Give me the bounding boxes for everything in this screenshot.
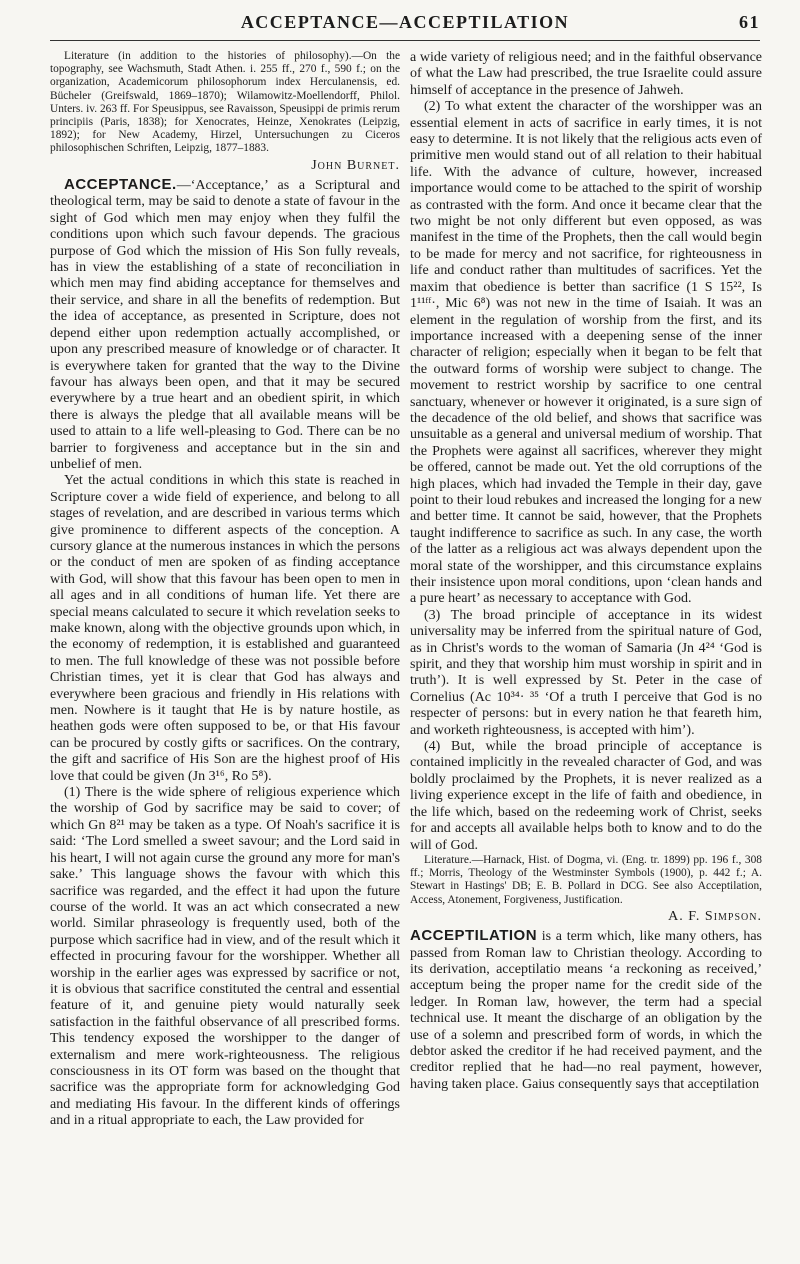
body-paragraph: (1) There is the wide sphere of religious experience which the worship of God by sacrifice may be said to cover; of which Gn 8²¹ may be taken as a type. Of Noah's sacrifice it is said: ‘The Lord smelled a sweet savour; and the Lord said in his heart, I will not again curse the ground any more for man's sake.’ This language shows the favour with which this sacrifice was regarded, and the effect it had upon the future course of the world. It was an act which consecrated a new world. Similar phraseology is frequently used, both of the purpose which sacrifice had in view, and of the result which it effected in procuring favour for the worshipper. Whether all worship in the earlier ages was expressed by sacrifice or not, it is obvious that sacrifice constituted the central and essential feature of it, and genuine piety would naturally seek satisfaction in the faithful observance of all prescribed forms. This tendency exposed the worshipper to the danger of externalism and mere work-righteousness. The religious consciousness in its OT form was based on the thought that sacrifice was the appropriate form for acknowledging God and mediating His favour. In the different kinds of offerings and in a ritual appropriate to each, the Law provided for	[50, 785, 400, 1129]
entry-headword: ACCEPTANCE.	[64, 176, 177, 194]
entry-text: —‘Acceptance,’ as a Scriptural and theological term, may be said to denote a state of favour in the sight of God which men may enjoy when they fulfil the conditions upon which such favour depends. The gracious purpose of God which the mission of His Son fully reveals, has in view the establishing of a state of reconciliation in which men may find abiding acceptance for themselves and their service, and share in all the benefits of redemption. But the idea of acceptance, as presented in Scripture, does not depend either upon redemption actually accomplished, or upon any prescribed measure of knowledge or of character. It is everywhere taken for granted that the way to the Divine favour has always been open, and that it may be secured everywhere by a true heart and an obedient spirit, in which there is always the pledge that all available means will be used to attain to a life well-pleasing to God. There can be no barrier to forgiveness and acceptance but in the sin and unbelief of men.	[50, 178, 400, 472]
author-signature: John Burnet.	[311, 157, 400, 173]
entry-acceptance-paragraph	[50, 177, 400, 473]
body-paragraph: (2) To what extent the character of the worshipper was an essential element in acts of sacrifice in early times, it is not easy to determine. It is not likely that the religious acts even of primitive men would stand out of all relation to their habitual life. With the advance of culture, however, increased importance would come to be attached to the spirit of worship as contrasted with the form. And once it became clear that the two might be not only different but even opposed, as was manifest in the time of the Prophets, then the call would begin to be made for mercy and not sacrifice, for righteousness in life and conduct rather than multitudes of sacrifices. Yet the maxim that obedience is better than sacrifice (1 S 15²², Is 1¹¹ᶠᶠ·, Mic 6⁸) was not new in the time of Isaiah. It was an element in the regulation of worship from the first, and its importance increased with a deepening sense of the inner character of religion; especially when it began to be felt that the outward forms of worship were subject to change. The movement to restrict worship by sacrifice to one central sanctuary, whenever or however it originated, is a sure sign of the decadence of the old belief, and shows that sacrifice was unsuitable as a general and universal medium of worship. That the Prophets were against all sacrifices, wherever they might be offered, cannot be made out. Yet the old corruptions of the high places, which had invaded the Temple in their day, gave point to their loud rebukes and increased the longing for a new and better time. It cannot be said, however, that the Prophets taught indifference to sacrifice as such. In any case, the worth of the latter as a religious act was always dependent upon the moral state of the worshipper, and this circumstance explains their insistence upon moral conditions, upon ‘clean hands and a pure heart’ as necessary to acceptance with God.	[410, 99, 762, 607]
left-column	[50, 50, 400, 1130]
body-paragraph: a wide variety of religious need; and in the faithful observance of what the Law had prescribed, the true Israelite could assure himself of acceptance in the presence of Jahweh.	[410, 50, 762, 98]
header-rule	[50, 40, 760, 41]
body-paragraph: (3) The broad principle of acceptance in its widest universality may be inferred from the spiritual nature of God, as in Christ's words to the woman of Samaria (Jn 4²⁴ ‘God is spirit, and they that worship him must worship in spirit and in truth’). It is well expressed by St. Peter in the case of Cornelius (Ac 10³⁴· ³⁵ ‘Of a truth I perceive that God is no respecter of persons: but in every nation he that feareth him, and worketh righteousness, is accepted with him’).	[410, 607, 762, 738]
literature-paragraph: Literature.—Harnack, Hist. of Dogma, vi. (Eng. tr. 1899) pp. 196 f., 308 ff.; Morris, Theology of the Westminster Symbols (1900), p. 442 f.; A. Stewart in Hastings' DB; E. B. Pollard in DCG. See also Acceptilation, Access, Atonement, Forgiveness, Justification.	[410, 853, 762, 906]
body-paragraph: (4) But, while the broad principle of acceptance is contained implicitly in the revealed character of God, and was boldly proclaimed by the Prophets, it is never realized as a living experience except in the life of faith and obedience, in the life which, based on the redeeming work of Christ, seeks for and accepts all available helps both to know and to do the will of God.	[410, 739, 762, 853]
running-head	[50, 8, 760, 40]
running-title: ACCEPTANCE—ACCEPTILATION	[240, 12, 570, 32]
literature-paragraph: Literature (in addition to the histories of philosophy).—On the topography, see Wachsmuth, Stadt Athen. i. 255 ff., 270 f., 590 f.; on the organization, Academicorum philosophorum index Herculanensis, ed. Bücheler (Greifswald, 1869–1870); Wilamowitz-Moellendorff, Philol. Unters. iv. 263 ff. For Speusippus, see Ravaisson, Speusippi de primis rerum principiis (Paris, 1838); for Xenocrates, Heinze, Xenokrates (Leipzig, 1892); for New Academy, Hirzel, Untersuchungen zu Ciceros philosophischen Schriften, Leipzig, 1877–1883.	[50, 50, 400, 155]
right-column	[410, 50, 762, 1093]
entry-text: is a term which, like many others, has passed from Roman law to Christian theology. According to its derivation, acceptilatio means ‘a reckoning as received,’ acceptum being the proper name for the credit side of the ledger. In Roman law, however, the term had a special technical use. It meant the discharge of an obligation by the use of a solemn and prescribed form of words, in which the debtor asked the creditor if he had received payment, and the creditor replied that he had—no real payment, however, having taken place. Gaius consequently says that acceptilation	[410, 929, 762, 1092]
entry-headword: ACCEPTILATION	[410, 927, 538, 945]
author-signature: A. F. Simpson.	[668, 908, 762, 924]
body-paragraph: Yet the actual conditions in which this state is reached in Scripture cover a wide field of experience, and belong to all stages of revelation, and are described in various terms which give prominence to different aspects of the conception. A cursory glance at the numerous instances in which the persons or the conduct of men are spoken of as finding acceptance with God, will show that this favour has been open to men in all ages and in all conditions of human life. Yet there are special means calculated to secure it which revelation seeks to make known, along with the objective grounds upon which, in the economy of redemption, it is established and guaranteed to men. The full knowledge of these was not possible before Christian times, yet it is clear that God has always and everywhere been gracious and friendly in His relations with men. Nowhere is it taught that He is by nature hostile, as heathen gods were often supposed to be, or that His favour can be procured by costly gifts or sacrifices. On the contrary, the gift and sacrifice of His Son are the highest proof of His love that could be given (Jn 3¹⁶, Ro 5⁸).	[50, 473, 400, 784]
page-number: 61	[739, 12, 760, 32]
entry-acceptilation-paragraph	[410, 928, 762, 1093]
